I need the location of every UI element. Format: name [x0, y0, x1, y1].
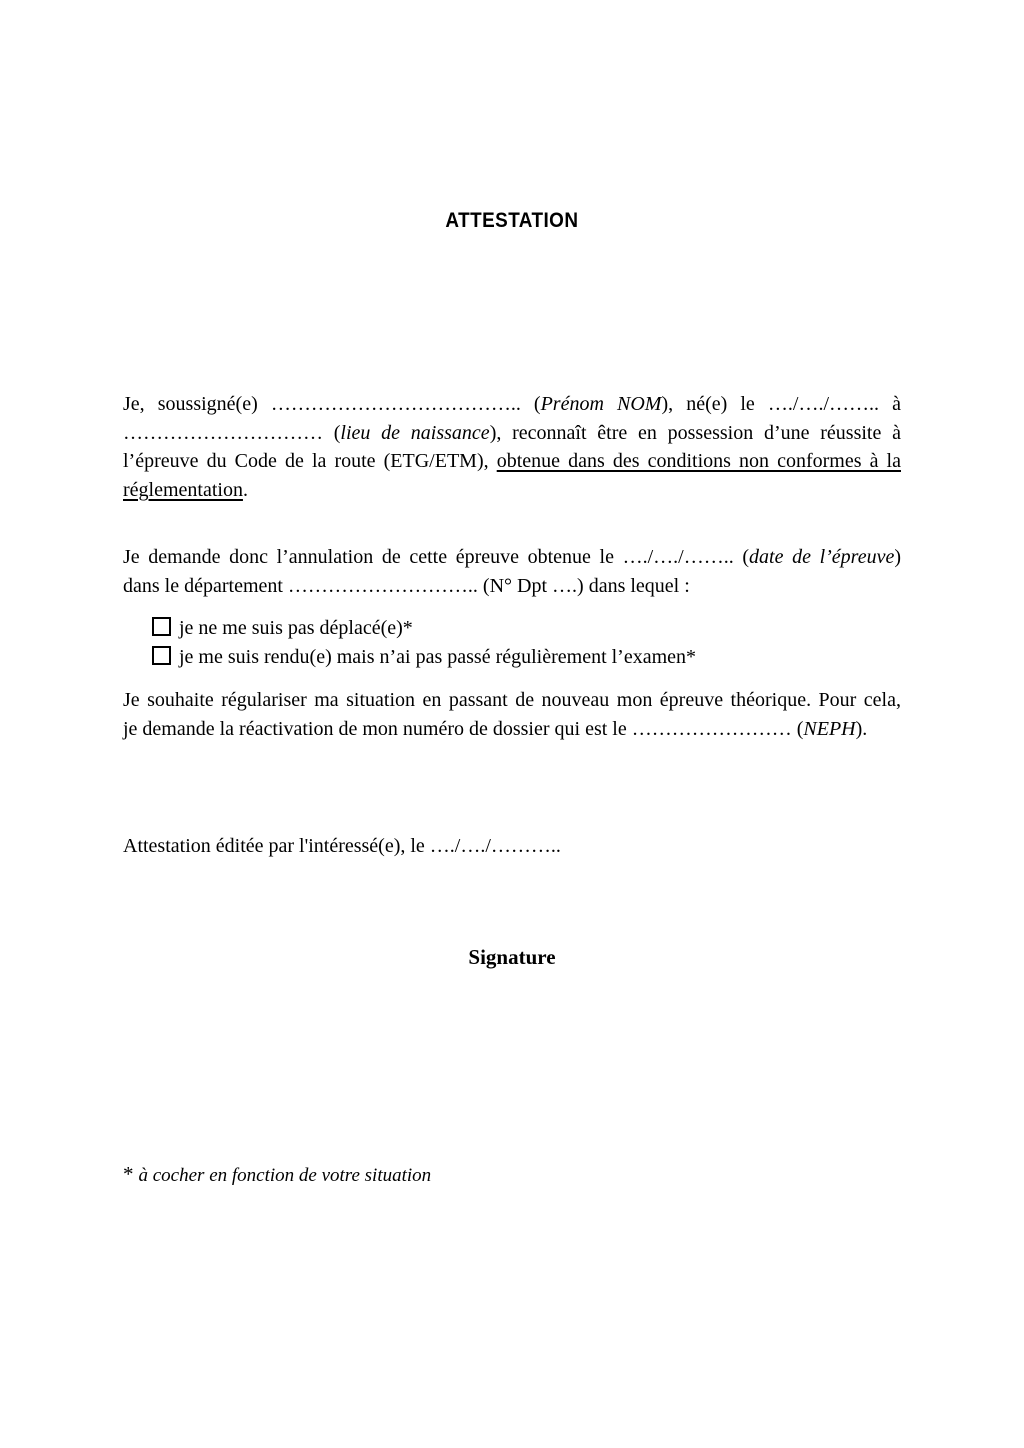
annulment-line-2 [123, 572, 901, 601]
page-title [0, 209, 1024, 233]
department-blank: dans le département ……………………….. (N° Dpt ….) dans lequel : [123, 574, 690, 597]
footnote [123, 1160, 901, 1191]
footnote-text: à cocher en fonction de votre situation [138, 1165, 432, 1186]
text-segment: ), reconnaît être en possession d’une réussite à [489, 421, 901, 444]
paragraph-regularization [123, 686, 901, 743]
checkbox-group [123, 614, 901, 671]
paragraph-identity [123, 390, 901, 505]
edited-by-text: Attestation éditée par l'intéressé(e), le …./…./……….. [123, 835, 561, 857]
birthplace-blank: ………………………… ( [123, 421, 341, 444]
checkbox-label: je me suis rendu(e) mais n’ai pas passé régulièrement l’examen* [179, 645, 697, 668]
text-segment: . [242, 479, 248, 502]
identity-line-2 [123, 419, 901, 448]
signature-label: Signature [468, 945, 556, 969]
text-segment: Je souhaite régulariser ma situation en passant de nouveau mon épreuve théorique. Pour cela, [123, 689, 901, 711]
page-title-text: ATTESTATION [445, 209, 579, 232]
placeholder-neph: NEPH [803, 717, 856, 740]
text-segment: Je demande donc l’annulation de cette épreuve obtenue le …./…./…….. ( [123, 546, 750, 568]
text-segment: ). [855, 717, 868, 740]
identity-line-4 [123, 476, 901, 505]
underlined-statement: réglementation [123, 479, 243, 502]
placeholder-prenom-nom: Prénom NOM [540, 393, 662, 415]
underlined-statement: obtenue dans des conditions non conformes à la [496, 450, 901, 473]
text-segment: Je, soussigné(e) ……………………………….. ( [123, 393, 541, 415]
regularization-line-1 [123, 686, 901, 715]
edited-by-line [123, 832, 901, 861]
paragraph-annulment-request [123, 543, 901, 600]
text-segment: ), né(e) le …./…./…….. à [661, 393, 901, 415]
checkbox-label: je ne me suis pas déplacé(e)* [179, 617, 413, 639]
placeholder-date-epreuve: date de l’épreuve [749, 546, 895, 568]
footnote-asterisk: * [123, 1162, 134, 1186]
signature-heading [123, 943, 901, 972]
identity-line-1 [123, 390, 901, 419]
regularization-line-2 [123, 715, 901, 744]
checkbox-row-attended-irregular [123, 643, 901, 672]
annulment-line-1 [123, 543, 901, 572]
text-segment: ) [894, 546, 902, 568]
text-segment: l’épreuve du Code de la route (ETG/ETM), [123, 450, 497, 473]
identity-line-3 [123, 447, 901, 476]
placeholder-lieu-naissance: lieu de naissance [340, 421, 490, 444]
checkbox-attended-irregular[interactable] [152, 646, 171, 665]
checkbox-not-attended[interactable] [152, 617, 171, 636]
neph-blank: je demande la réactivation de mon numéro de dossier qui est le …………………… ( [123, 717, 804, 740]
checkbox-row-not-attended [123, 614, 901, 643]
